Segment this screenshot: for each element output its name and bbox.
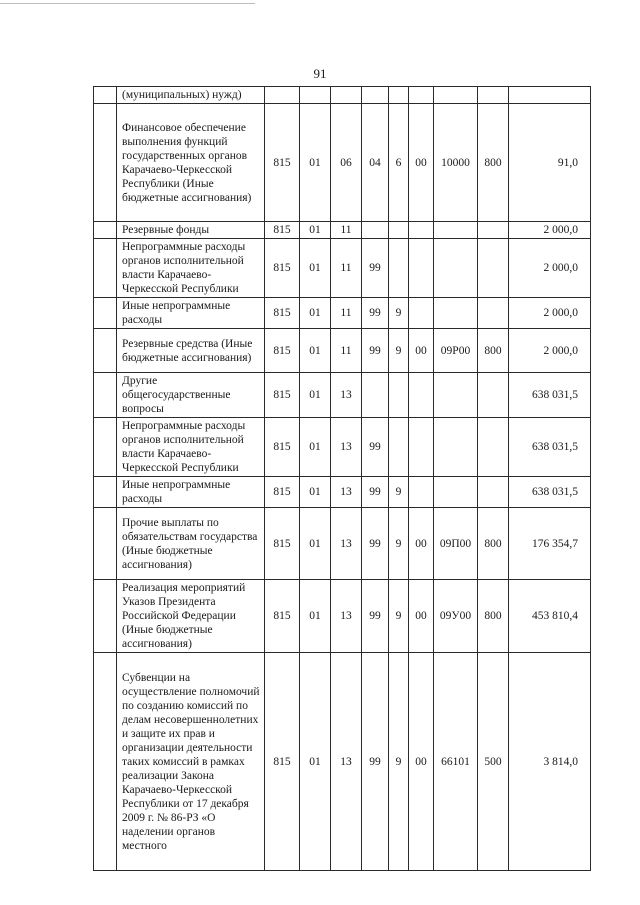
expense-type-cell xyxy=(478,222,509,239)
direction-code-cell: 00 xyxy=(409,329,434,373)
expense-type-cell xyxy=(478,373,509,418)
subsection-code-cell xyxy=(331,87,362,104)
subprogram-code-cell xyxy=(389,418,409,477)
expense-type-cell: 500 xyxy=(478,653,509,871)
target-code-cell: 09У00 xyxy=(434,580,478,653)
ved-code-cell: 815 xyxy=(265,477,300,508)
amount-cell xyxy=(509,87,591,104)
target-code-cell xyxy=(434,298,478,329)
ved-code-cell: 815 xyxy=(265,418,300,477)
budget-table xyxy=(93,86,591,871)
direction-code-cell xyxy=(409,239,434,298)
expense-type-cell xyxy=(478,477,509,508)
amount-cell: 638 031,5 xyxy=(509,477,591,508)
program-code-cell: 99 xyxy=(362,477,389,508)
program-code-cell xyxy=(362,87,389,104)
section-code-cell: 01 xyxy=(300,508,331,580)
table-row xyxy=(94,87,591,104)
table-row xyxy=(94,329,591,373)
amount-cell: 3 814,0 xyxy=(509,653,591,871)
subsection-code-cell: 13 xyxy=(331,418,362,477)
amount-cell: 2 000,0 xyxy=(509,298,591,329)
program-code-cell: 99 xyxy=(362,418,389,477)
row-name-cell: Непрограммные расходы органов исполнительной власти Карачаево-Черкесской Республики xyxy=(117,239,265,298)
table-row xyxy=(94,418,591,477)
target-code-cell xyxy=(434,87,478,104)
program-code-cell: 04 xyxy=(362,104,389,222)
row-name-cell: (муниципальных) нужд) xyxy=(117,87,265,104)
subsection-code-cell: 13 xyxy=(331,580,362,653)
section-code-cell: 01 xyxy=(300,298,331,329)
table-row xyxy=(94,477,591,508)
program-code-cell: 99 xyxy=(362,298,389,329)
subsection-code-cell: 11 xyxy=(331,329,362,373)
program-code-cell: 99 xyxy=(362,653,389,871)
number-cell xyxy=(94,418,117,477)
expense-type-cell xyxy=(478,239,509,298)
number-cell xyxy=(94,580,117,653)
target-code-cell xyxy=(434,418,478,477)
subprogram-code-cell: 6 xyxy=(389,104,409,222)
program-code-cell: 99 xyxy=(362,508,389,580)
subprogram-code-cell xyxy=(389,239,409,298)
target-code-cell xyxy=(434,239,478,298)
subsection-code-cell: 11 xyxy=(331,222,362,239)
direction-code-cell xyxy=(409,477,434,508)
number-cell xyxy=(94,222,117,239)
expense-type-cell xyxy=(478,87,509,104)
target-code-cell xyxy=(434,222,478,239)
table-row xyxy=(94,298,591,329)
subsection-code-cell: 13 xyxy=(331,477,362,508)
section-code-cell: 01 xyxy=(300,239,331,298)
number-cell xyxy=(94,329,117,373)
ved-code-cell xyxy=(265,87,300,104)
table-row xyxy=(94,222,591,239)
expense-type-cell: 800 xyxy=(478,580,509,653)
subprogram-code-cell: 9 xyxy=(389,477,409,508)
scan-top-line xyxy=(0,3,255,4)
subprogram-code-cell: 9 xyxy=(389,298,409,329)
row-name-cell: Иные непрограммные расходы xyxy=(117,298,265,329)
direction-code-cell xyxy=(409,418,434,477)
program-code-cell xyxy=(362,222,389,239)
target-code-cell: 10000 xyxy=(434,104,478,222)
ved-code-cell: 815 xyxy=(265,104,300,222)
subsection-code-cell: 13 xyxy=(331,373,362,418)
number-cell xyxy=(94,653,117,871)
ved-code-cell: 815 xyxy=(265,580,300,653)
amount-cell: 2 000,0 xyxy=(509,329,591,373)
section-code-cell: 01 xyxy=(300,653,331,871)
subprogram-code-cell: 9 xyxy=(389,329,409,373)
number-cell xyxy=(94,298,117,329)
subprogram-code-cell xyxy=(389,87,409,104)
row-name-cell: Иные непрограммные расходы xyxy=(117,477,265,508)
row-name-cell: Резервные фонды xyxy=(117,222,265,239)
expense-type-cell: 800 xyxy=(478,329,509,373)
amount-cell: 638 031,5 xyxy=(509,418,591,477)
target-code-cell: 66101 xyxy=(434,653,478,871)
ved-code-cell: 815 xyxy=(265,653,300,871)
row-name-cell: Субвенции на осуществление полномочий по созданию комиссий по делам несовершеннолетних и защите их прав и организации деятельности таких комиссий в рамках реализации Закона Карачаево-Черкесской Республики от 17 декабря 2009 г. № 86-РЗ «О наделении органов местного xyxy=(117,653,265,871)
ved-code-cell: 815 xyxy=(265,373,300,418)
ved-code-cell: 815 xyxy=(265,222,300,239)
target-code-cell: 09П00 xyxy=(434,508,478,580)
table-body xyxy=(94,87,591,871)
program-code-cell: 99 xyxy=(362,239,389,298)
row-name-cell: Прочие выплаты по обязательствам государства (Иные бюджетные ассигнования) xyxy=(117,508,265,580)
target-code-cell xyxy=(434,477,478,508)
subprogram-code-cell: 9 xyxy=(389,580,409,653)
row-name-cell: Другие общегосударственные вопросы xyxy=(117,373,265,418)
expense-type-cell xyxy=(478,418,509,477)
section-code-cell: 01 xyxy=(300,104,331,222)
subprogram-code-cell: 9 xyxy=(389,508,409,580)
program-code-cell: 99 xyxy=(362,580,389,653)
table-row xyxy=(94,104,591,222)
direction-code-cell xyxy=(409,298,434,329)
amount-cell: 2 000,0 xyxy=(509,222,591,239)
table-row xyxy=(94,508,591,580)
row-name-cell: Реализация мероприятий Указов Президента Российской Федерации (Иные бюджетные ассигнования) xyxy=(117,580,265,653)
subsection-code-cell: 11 xyxy=(331,298,362,329)
expense-type-cell: 800 xyxy=(478,508,509,580)
direction-code-cell xyxy=(409,373,434,418)
section-code-cell: 01 xyxy=(300,418,331,477)
table-row xyxy=(94,653,591,871)
ved-code-cell: 815 xyxy=(265,508,300,580)
section-code-cell: 01 xyxy=(300,580,331,653)
section-code-cell: 01 xyxy=(300,477,331,508)
subprogram-code-cell xyxy=(389,373,409,418)
number-cell xyxy=(94,508,117,580)
number-cell xyxy=(94,477,117,508)
number-cell xyxy=(94,87,117,104)
amount-cell: 176 354,7 xyxy=(509,508,591,580)
target-code-cell: 09Р00 xyxy=(434,329,478,373)
section-code-cell xyxy=(300,87,331,104)
page-number: 91 xyxy=(313,66,327,81)
row-name-cell: Резервные средства (Иные бюджетные ассигнования) xyxy=(117,329,265,373)
direction-code-cell xyxy=(409,222,434,239)
table-row xyxy=(94,373,591,418)
subsection-code-cell: 13 xyxy=(331,653,362,871)
subsection-code-cell: 06 xyxy=(331,104,362,222)
ved-code-cell: 815 xyxy=(265,239,300,298)
table-row xyxy=(94,239,591,298)
direction-code-cell: 00 xyxy=(409,653,434,871)
subprogram-code-cell xyxy=(389,222,409,239)
number-cell xyxy=(94,373,117,418)
amount-cell: 2 000,0 xyxy=(509,239,591,298)
program-code-cell xyxy=(362,373,389,418)
section-code-cell: 01 xyxy=(300,373,331,418)
subprogram-code-cell: 9 xyxy=(389,653,409,871)
number-cell xyxy=(94,104,117,222)
number-cell xyxy=(94,239,117,298)
ved-code-cell: 815 xyxy=(265,329,300,373)
ved-code-cell: 815 xyxy=(265,298,300,329)
section-code-cell: 01 xyxy=(300,329,331,373)
row-name-cell: Финансовое обеспечение выполнения функций государственных органов Карачаево-Черкесской Республики (Иные бюджетные ассигнования) xyxy=(117,104,265,222)
program-code-cell: 99 xyxy=(362,329,389,373)
expense-type-cell: 800 xyxy=(478,104,509,222)
amount-cell: 453 810,4 xyxy=(509,580,591,653)
amount-cell: 638 031,5 xyxy=(509,373,591,418)
subsection-code-cell: 13 xyxy=(331,508,362,580)
section-code-cell: 01 xyxy=(300,222,331,239)
amount-cell: 91,0 xyxy=(509,104,591,222)
target-code-cell xyxy=(434,373,478,418)
table-row xyxy=(94,580,591,653)
row-name-cell: Непрограммные расходы органов исполнительной власти Карачаево-Черкесской Республики xyxy=(117,418,265,477)
expense-type-cell xyxy=(478,298,509,329)
direction-code-cell: 00 xyxy=(409,580,434,653)
direction-code-cell xyxy=(409,87,434,104)
direction-code-cell: 00 xyxy=(409,104,434,222)
subsection-code-cell: 11 xyxy=(331,239,362,298)
direction-code-cell: 00 xyxy=(409,508,434,580)
